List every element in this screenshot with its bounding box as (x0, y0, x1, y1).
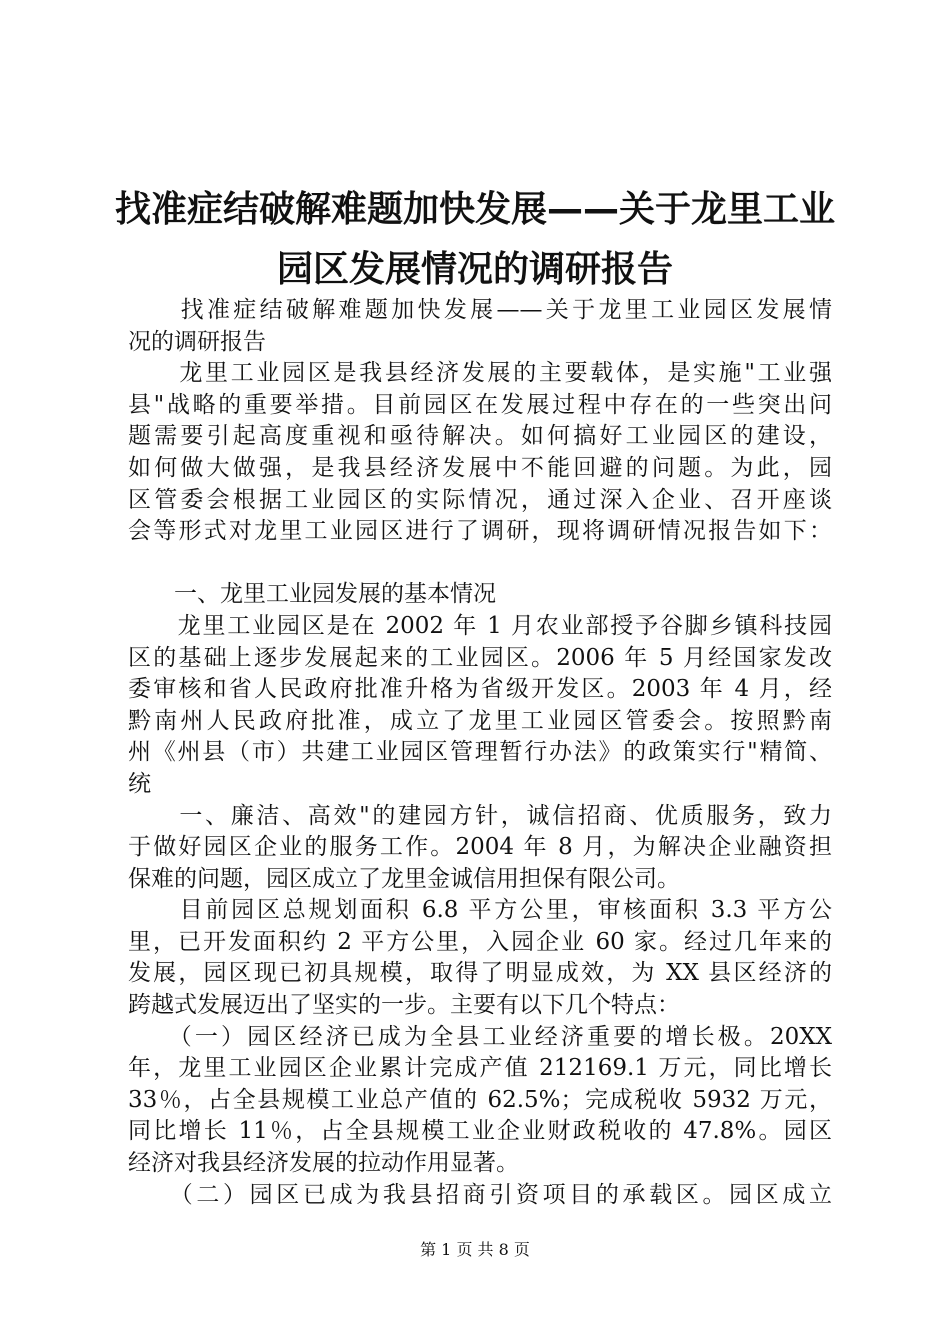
text-line: 保难的问题，园区成立了龙里金诚信用担保有限公司。 (128, 865, 680, 892)
text-line: 年，龙里工业园区企业累计完成产值 212169.1 万元，同比增长 (128, 1055, 832, 1082)
text-line: 题需要引起高度重视和亟待解决。如何搞好工业园区的建设， (128, 423, 832, 450)
text-line: 跨越式发展迈出了坚实的一步。主要有以下几个特点： (128, 992, 680, 1019)
text-line: 龙里工业园区是在 2002 年 1 月农业部授予谷脚乡镇科技园 (128, 612, 832, 639)
text-line: 目前园区总规划面积 6.8 平方公里，审核面积 3.3 平方公 (128, 897, 832, 924)
text-line: 于做好园区企业的服务工作。2004 年 8 月，为解决企业融资担 (128, 834, 832, 861)
text-line: 会等形式对龙里工业园区进行了调研，现将调研情况报告如下： (128, 518, 832, 545)
page-footer: 第 1 页 共 8 页 (420, 1240, 530, 1259)
text-line: 同比增长 11％，占全县规模工业企业财政税收的 47.8%。园区 (128, 1118, 832, 1145)
text-line: 找准症结破解难题加快发展——关于龙里工业园区发展情 (128, 297, 832, 323)
text-line: （一）园区经济已成为全县工业经济重要的增长极。20XX (128, 1023, 832, 1050)
text-line: 龙里工业园区是我县经济发展的主要载体，是实施"工业强 (128, 360, 832, 387)
text-line: 区的基础上逐步发展起来的工业园区。2006 年 5 月经国家发改 (128, 644, 832, 671)
text-line: 委审核和省人民政府批准升格为省级开发区。2003 年 4 月，经 (128, 676, 832, 703)
text-line: 如何做大做强，是我县经济发展中不能回避的问题。为此，园 (128, 454, 832, 481)
text-line: 州《州县（市）共建工业园区管理暂行办法》的政策实行"精简、 (128, 739, 832, 766)
text-line: 发展，园区现已初具规模，取得了明显成效，为 XX 县区经济的 (128, 960, 832, 987)
blank-line (128, 548, 832, 580)
text-line: 一、廉洁、高效"的建园方针，诚信招商、优质服务，致力 (128, 802, 832, 829)
text-line: 区管委会根据工业园区的实际情况，通过深入企业、召开座谈 (128, 486, 832, 513)
text-line: 县"战略的重要举措。目前园区在发展过程中存在的一些突出问 (128, 391, 832, 418)
body-text (128, 295, 832, 1211)
text-line: 里，已开发面积约 2 平方公里，入园企业 60 家。经过几年来的 (128, 928, 832, 955)
text-line: （二）园区已成为我县招商引资项目的承载区。园区成立 (128, 1181, 832, 1208)
title-line-1: 找准症结破解难题加快发展——关于龙里工业 (114, 189, 835, 230)
title-line-2: 园区发展情况的调研报告 (276, 249, 673, 290)
text-line: 黔南州人民政府批准，成立了龙里工业园区管委会。按照黔南 (128, 707, 832, 734)
text-line: 33％，占全县规模工业总产值的 62.5%；完成税收 5932 万元， (128, 1086, 832, 1113)
text-line: 一、龙里工业园发展的基本情况 (128, 581, 496, 608)
text-line: 经济对我县经济发展的拉动作用显著。 (128, 1150, 519, 1177)
text-line: 统 (128, 770, 151, 797)
text-line: 况的调研报告 (128, 328, 266, 355)
